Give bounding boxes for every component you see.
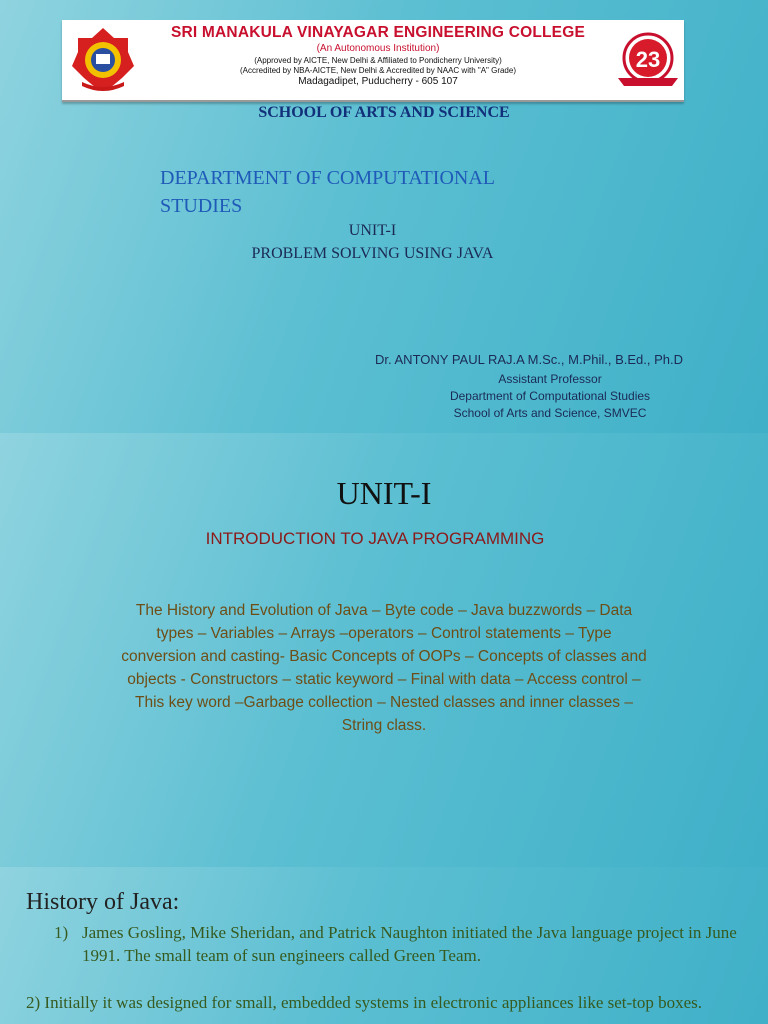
author-designation: Assistant Professor [498, 372, 602, 386]
course-title: PROBLEM SOLVING USING JAVA [251, 245, 494, 262]
author-name: Dr. ANTONY PAUL RAJ.A M.Sc., M.Phil., B.Ed., Ph.D [375, 352, 684, 367]
author-department: Department of Computational Studies [449, 389, 651, 403]
college-name: SRI MANAKULA VINAYAGAR ENGINEERING COLLEGE [170, 24, 586, 41]
syllabus-slide [0, 433, 768, 867]
history-point-1 [54, 921, 744, 967]
anniversary-badge-icon [614, 30, 682, 92]
autonomous-label: (An Autonomous Institution) [316, 43, 440, 54]
college-banner [62, 20, 684, 102]
badge-number: 23 [635, 47, 661, 72]
history-heading: History of Java: [26, 889, 180, 915]
syllabus-text: The History and Evolution of Java – Byte code – Java buzzwords – Data types – Variables – Arrays –operators – Control statements – Type conversion and casting- Basic Concepts of OOPs – Concepts of classes and objects - Constructors – static keyword – Final with data – Access control – This key word –Garbage collection – Nested classes and inner classes – String class. [121, 602, 647, 734]
unit-title: INTRODUCTION TO JAVA PROGRAMMING [205, 529, 545, 548]
approval-line: (Approved by AICTE, New Delhi & Affiliated to Pondicherry University) [254, 56, 502, 65]
college-address: Madagadipet, Puducherry - 605 107 [298, 76, 458, 87]
accreditation-line: (Accredited by NBA-AICTE, New Delhi & Accredited by NAAC with "A" Grade) [240, 66, 516, 75]
author-institution: School of Arts and Science, SMVEC [453, 406, 647, 420]
history-slide [0, 867, 768, 1024]
point-text: James Gosling, Mike Sheridan, and Patrick Naughton initiated the Java language project in June 1991. The small team of sun engineers called Green Team. [82, 923, 737, 965]
unit-label: UNIT-I [348, 222, 397, 239]
title-slide [0, 0, 768, 433]
history-point-2: 2) Initially it was designed for small, embedded systems in electronic appliances like set-top boxes. [26, 993, 703, 1012]
school-name: SCHOOL OF ARTS AND SCIENCE [258, 104, 510, 121]
department-title: DEPARTMENT OF COMPUTATIONAL STUDIES [160, 167, 495, 217]
point-number: 1) [54, 923, 69, 942]
college-emblem-icon [70, 26, 136, 92]
unit-heading: UNIT-I [336, 475, 432, 511]
